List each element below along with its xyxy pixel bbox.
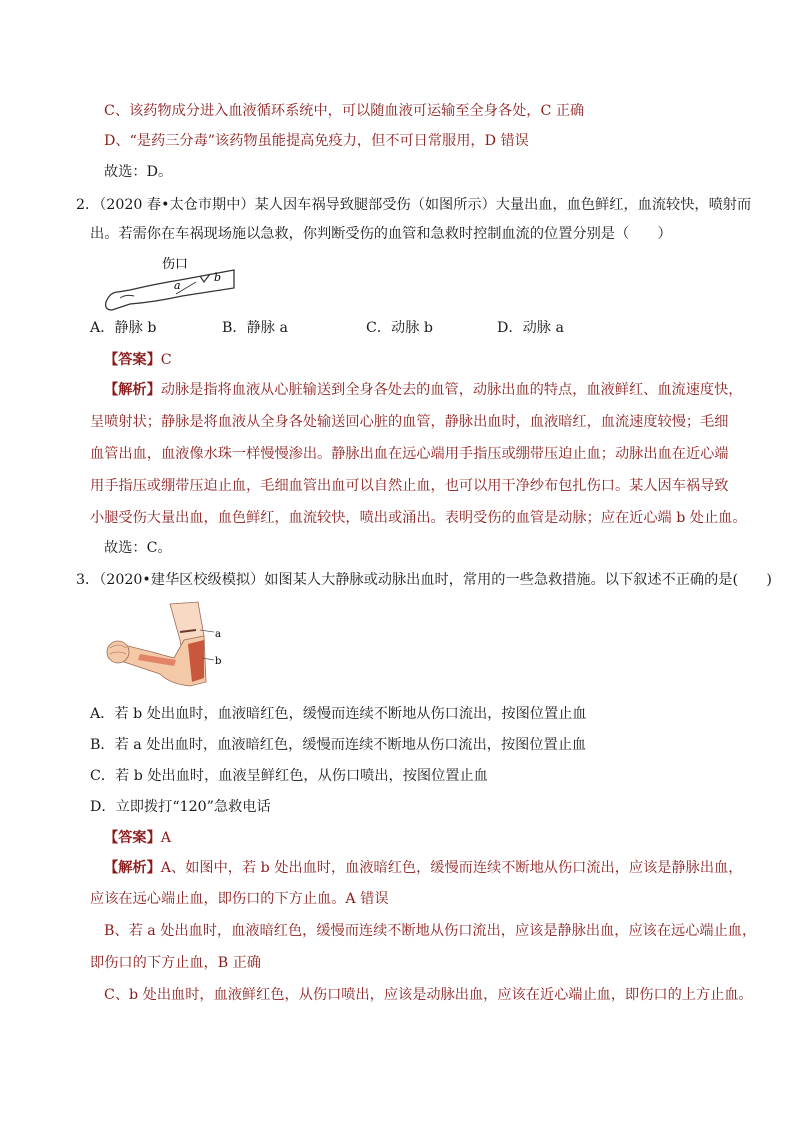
answer-value: A xyxy=(160,830,172,846)
label-b: b xyxy=(214,271,222,284)
prev-choose-line: 故选：D。 xyxy=(104,164,173,180)
question-3-line-1: 3．（2020•建华区校级模拟）如图某人大静脉或动脉出血时，常用的一些急救措施。以下叙述不正确的是( ) xyxy=(76,572,772,588)
q3-analysis-line-4: 即伤口的下方止血，B 正确 xyxy=(90,955,261,971)
q3-analysis-line-2: 应该在远心端止血，即伤口的下方止血。A 错误 xyxy=(90,891,389,907)
arm-label-b: b xyxy=(215,656,222,667)
analysis-text: 动脉是指将血液从心脏输送到全身各处去的血管，动脉出血的特点，血液鲜红、血流速度快， xyxy=(160,382,743,398)
answer-label: 【答案】 xyxy=(104,352,161,368)
q3-analysis-line-5: C、b 处出血时，血液鲜红色，从伤口喷出，应该是动脉出血，应该在近心端止血，即伤口的上方止血。 xyxy=(104,987,753,1003)
answer-label: 【答案】 xyxy=(104,830,161,846)
q2-option-b[interactable]: B．静脉 a xyxy=(222,320,288,336)
q2-answer xyxy=(104,350,172,370)
label-a: a xyxy=(174,279,181,292)
q3-analysis-line-1 xyxy=(104,858,742,878)
q2-option-c[interactable]: C．动脉 b xyxy=(366,320,434,336)
q3-option-d[interactable]: D．立即拨打“120”急救电话 xyxy=(90,799,271,815)
analysis-text: A、如图中，若 b 处出血时，血液暗红色，缓慢而连续不断地从伤口流出，应该是静脉出血， xyxy=(160,860,743,876)
arm-bleeding-figure xyxy=(100,600,230,692)
q3-option-b[interactable]: B．若 a 处出血时，血液暗红色，缓慢而连续不断地从伤口流出，按图位置止血 xyxy=(90,737,587,753)
question-2-line-1: 2．（2020 春•太仓市期中）某人因车祸导致腿部受伤（如图所示）大量出血，血色鲜红，血流较快，喷射而 xyxy=(76,197,752,213)
prev-option-c-analysis: C、该药物成分进入血液循环系统中，可以随血液可运输至全身各处，C 正确 xyxy=(104,103,585,119)
prev-option-d-analysis: D、“是药三分毒”该药物虽能提高免疫力，但不可日常服用，D 错误 xyxy=(104,133,529,149)
q3-option-a[interactable]: A．若 b 处出血时，血液暗红色，缓慢而连续不断地从伤口流出，按图位置止血 xyxy=(90,706,587,722)
analysis-label: 【解析】 xyxy=(104,382,161,398)
q3-option-c[interactable]: C．若 b 处出血时，血液呈鲜红色，从伤口喷出，按图位置止血 xyxy=(90,768,488,784)
q2-analysis-line-3: 血管出血，血液像水珠一样慢慢渗出。静脉出血在远心端用手指压或绷带压迫止血；动脉出血在近心端 xyxy=(90,446,729,462)
q3-answer xyxy=(104,828,171,848)
q2-analysis-line-4: 用手指压或绷带压迫止血，毛细血管出血可以自然止血，也可以用干净纱布包扎伤口。某人因车祸导致 xyxy=(90,478,729,494)
wound-label: 伤口 xyxy=(162,257,189,272)
answer-value: C xyxy=(160,352,172,368)
q2-analysis-line-5: 小腿受伤大量出血，血色鲜红，血流较快，喷出或涌出。表明受伤的血管是动脉；应在近心端 b 处止血。 xyxy=(90,510,747,526)
analysis-label: 【解析】 xyxy=(104,860,161,876)
q2-analysis-line-1 xyxy=(104,380,742,400)
leg-wound-figure xyxy=(100,252,240,314)
question-2-line-2: 出。若需你在车祸现场施以急救，你判断受伤的血管和急救时控制血流的位置分别是（ ） xyxy=(90,226,672,242)
q2-choose-line: 故选：C。 xyxy=(104,540,172,556)
q3-analysis-line-3: B、若 a 处出血时，血液暗红色，缓慢而连续不断地从伤口流出，应该是静脉出血，应该在远心端止血， xyxy=(104,923,757,939)
q2-option-d[interactable]: D．动脉 a xyxy=(497,320,564,336)
q2-option-a[interactable]: A．静脉 b xyxy=(90,320,157,336)
arm-label-a: a xyxy=(215,629,221,640)
q2-analysis-line-2: 呈喷射状；静脉是将血液从全身各处输送回心脏的血管，静脉出血时，血液暗红，血流速度较慢；毛细 xyxy=(90,414,729,430)
